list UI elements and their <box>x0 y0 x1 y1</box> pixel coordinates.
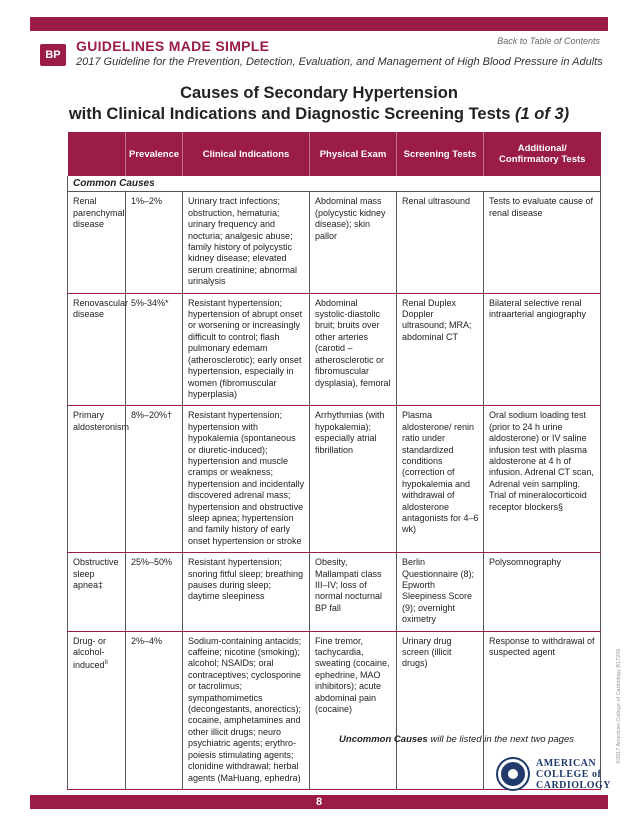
table-row <box>68 192 601 293</box>
col-header-prevalence: Prevalence <box>126 132 183 176</box>
cell-physical: Arrhythmias (with hypokalemia); especially atrial fibrillation <box>310 406 397 553</box>
top-banner <box>30 17 608 31</box>
table-row <box>68 293 601 406</box>
cell-physical: Abdominal mass (polycystic kidney disease); skin pallor <box>310 192 397 293</box>
causes-table-wrapper <box>67 132 600 790</box>
cell-additional: Polysomnography <box>484 553 601 631</box>
cell-additional: Oral sodium loading test (prior to 24 h urine aldosterone) or IV saline infusion test with plasma aldosterone at 4 h of infusion. Adrenal CT scan, Adrenal vein sampling. Trial of mineralocorticoid receptor blockers§ <box>484 406 601 553</box>
series-title: GUIDELINES MADE SIMPLE <box>76 38 270 54</box>
acc-seal-icon <box>496 757 530 791</box>
acc-logo <box>496 757 611 791</box>
bp-badge: BP <box>40 44 66 66</box>
logo-line: AMERICAN <box>536 757 597 769</box>
cell-prevalence: 8%–20%† <box>126 406 183 553</box>
page-title-line1: Causes of Secondary Hypertension <box>180 84 458 102</box>
logo-line: CARDIOLOGY <box>536 779 612 791</box>
cell-clinical: Resistant hypertension; snoring fitful sleep; breathing pauses during sleep; daytime sleepiness <box>183 553 310 631</box>
page-number: 8 <box>30 795 608 809</box>
cell-cause: Renovascular disease <box>68 293 126 406</box>
uncommon-causes-label: Uncommon Causes <box>339 734 428 745</box>
table-row <box>68 406 601 553</box>
cell-prevalence: 5%-34%* <box>126 293 183 406</box>
cell-screening: Renal Duplex Doppler ultrasound; MRA; abdominal CT <box>397 293 484 406</box>
col-header-screening: Screening Tests <box>397 132 484 176</box>
page-title-line2: with Clinical Indications and Diagnostic Screening Tests <box>68 105 511 123</box>
cell-prevalence: 25%–50% <box>126 553 183 631</box>
uncommon-causes-rest: will be listed in the next two pages <box>427 734 574 745</box>
back-to-toc-link[interactable]: Back to Table of Contents <box>497 36 600 46</box>
cell-clinical: Urinary tract infections; obstruction, hematuria; urinary frequency and nocturia; analgesic abuse; family history of polycystic kidney disease; elevated serum creatinine; abnormal urinalysis <box>183 192 310 293</box>
col-header-clinical: Clinical Indications <box>183 132 310 176</box>
table-row <box>68 553 601 631</box>
cell-screening: Berlin Questionnaire (8); Epworth Sleepiness Score (9); overnight oximetry <box>397 553 484 631</box>
causes-table <box>67 132 601 790</box>
cell-screening: Renal ultrasound <box>397 192 484 293</box>
cell-physical: Abdominal systolic-diastolic bruit; bruits over other arteries (carotid – atherosclerotic or fibromuscular dysplasia), femoral <box>310 293 397 406</box>
cell-clinical: Sodium-containing antacids; caffeine; nicotine (smoking); alcohol; NSAIDs; oral contraceptives; cyclosporine or tacrolimus; sympathomimetics (decongestants, anorectics); cocaine, amphetamines and other illicit drugs; neuro psychiatric agents; erythro-poiesis stimulating agents; clonidine withdrawal; herbal agents (MaHuang, ephedra) <box>183 631 310 789</box>
cell-screening: Plasma aldosterone/ renin ratio under standardized conditions (correction of hypokalemia and withdrawal of aldosterone antagonists for 4–6 wk) <box>397 406 484 553</box>
copyright-text: ©2017 American College of Cardiology B17206 <box>616 648 622 764</box>
uncommon-causes-note <box>339 734 574 745</box>
page-reference: (1 of 3) <box>515 105 570 123</box>
cell-prevalence: 2%–4% <box>126 631 183 789</box>
page-title <box>40 83 598 125</box>
table-header-row <box>68 132 601 176</box>
cell-cause: Obstructive sleep apnea‡ <box>68 553 126 631</box>
section-row <box>68 176 601 192</box>
col-header-additional: Additional/ Confirmatory Tests <box>484 132 601 176</box>
cell-additional: Tests to evaluate cause of renal disease <box>484 192 601 293</box>
cell-physical: Obesity, Mallampati class III–IV; loss of normal nocturnal BP fall <box>310 553 397 631</box>
cell-cause: Renal parenchymal disease <box>68 192 126 293</box>
cell-prevalence: 1%–2% <box>126 192 183 293</box>
guideline-subtitle: 2017 Guideline for the Prevention, Detection, Evaluation, and Management of High Blood Pressure in Adults <box>76 56 603 68</box>
cell-clinical: Resistant hypertension; hypertension of abrupt onset or worsening or increasingly difficult to control; flash pulmonary edemam (atherosclerotic); early onset hypertension, especially in women (fibromuscular hyperplasia) <box>183 293 310 406</box>
logo-line: COLLEGE of <box>536 768 602 780</box>
col-header-cause <box>68 132 126 176</box>
cell-additional: Response to withdrawal of suspected agent <box>484 631 601 789</box>
cell-physical: Fine tremor, tachycardia, sweating (cocaine, ephedrine, MAO inhibitors); acute abdominal pain (cocaine) <box>310 631 397 789</box>
cell-clinical: Resistant hypertension; hypertension with hypokalemia (spontaneous or diuretic-induced); hypertension and muscle cramps or weakness; hypertension and incidentally discovered adrenal mass; hypertension and obstructive sleep apnea; hypertension and family history of early onset hypertension or stroke <box>183 406 310 553</box>
cell-additional: Bilateral selective renal intraarterial angiography <box>484 293 601 406</box>
cell-cause: Primary aldosteronism <box>68 406 126 553</box>
section-label: Common Causes <box>68 176 601 192</box>
cell-cause-text: Drug- or alcohol-induced <box>73 635 107 671</box>
acc-logo-text <box>536 758 611 791</box>
col-header-physical: Physical Exam <box>310 132 397 176</box>
footnote-marker: II <box>104 660 108 667</box>
cell-screening: Urinary drug screen (illicit drugs) <box>397 631 484 789</box>
cell-cause <box>68 631 126 789</box>
